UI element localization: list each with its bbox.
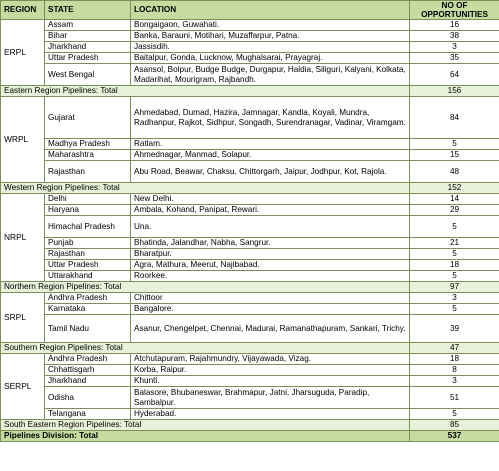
table-row [1, 387, 499, 409]
count-cell: 5 [410, 139, 499, 150]
table-row [1, 64, 499, 86]
state-cell: Gujarat [45, 97, 131, 139]
count-cell: 5 [410, 304, 499, 315]
region-total-value: 156 [410, 86, 499, 97]
table-row [1, 249, 499, 260]
location-cell: Ahmednagar, Manmad, Solapur. [131, 150, 410, 161]
location-cell: Agra, Mathura, Meerut, Najibabad. [131, 260, 410, 271]
region-total-label: Southern Region Pipelines: Total [1, 343, 410, 354]
count-cell: 38 [410, 31, 499, 42]
location-cell: Korba, Raipur. [131, 365, 410, 376]
table-row [1, 271, 499, 282]
state-cell: Bihar [45, 31, 131, 42]
table-row [1, 42, 499, 53]
location-cell: New Delhi. [131, 194, 410, 205]
region-total-row [1, 343, 499, 354]
count-cell: 21 [410, 238, 499, 249]
state-cell: Rajasthan [45, 161, 131, 183]
state-cell: Karnataka [45, 304, 131, 315]
region-total-value: 85 [410, 420, 499, 431]
state-cell: Jharkhand [45, 376, 131, 387]
count-cell: 48 [410, 161, 499, 183]
region-total-value: 97 [410, 282, 499, 293]
state-cell: Uttar Pradesh [45, 260, 131, 271]
table-header-row [1, 1, 499, 20]
region-total-label: Eastern Region Pipelines: Total [1, 86, 410, 97]
location-cell: Hyderabad. [131, 409, 410, 420]
state-cell: Uttarakhand [45, 271, 131, 282]
count-cell: 8 [410, 365, 499, 376]
region-total-label: South Eastern Region Pipelines: Total [1, 420, 410, 431]
state-cell: Andhra Pradesh [45, 354, 131, 365]
region-cell: SERPL [1, 354, 45, 420]
state-cell: West Bengal [45, 64, 131, 86]
location-cell: Ratlam. [131, 139, 410, 150]
table-row [1, 365, 499, 376]
table-row [1, 161, 499, 183]
location-cell: Asansol, Bolpur, Budge Budge, Durgapur, Haldia, Siliguri, Kalyani, Kolkata, Madarihat, Mourigram, Rajbandh. [131, 64, 410, 86]
table-row [1, 354, 499, 365]
count-cell: 35 [410, 53, 499, 64]
state-cell: Assam [45, 20, 131, 31]
table-row [1, 150, 499, 161]
count-cell: 29 [410, 205, 499, 216]
count-cell: 51 [410, 387, 499, 409]
state-cell: Odisha [45, 387, 131, 409]
table-row [1, 409, 499, 420]
header-location: LOCATION [131, 1, 410, 20]
table-row [1, 304, 499, 315]
region-total-row [1, 420, 499, 431]
grand-total-label: Pipelines Division: Total [1, 431, 410, 442]
location-cell: Atchutapuram, Rajahmundry, Vijayawada, Vizag. [131, 354, 410, 365]
grand-total-row [1, 431, 499, 442]
table-row [1, 315, 499, 343]
location-cell: Bharatpur. [131, 249, 410, 260]
grand-total-value: 537 [410, 431, 499, 442]
count-cell: 5 [410, 271, 499, 282]
count-cell: 3 [410, 42, 499, 53]
location-cell: Ambala, Kohand, Panipat, Rewari. [131, 205, 410, 216]
state-cell: Rajasthan [45, 249, 131, 260]
table-row [1, 238, 499, 249]
state-cell: Haryana [45, 205, 131, 216]
location-cell: Abu Road, Beawar, Chaksu, Chittorgarh, Jaipur, Jodhpur, Kot, Rajola. [131, 161, 410, 183]
state-cell: Chhattisgarh [45, 365, 131, 376]
count-cell: 5 [410, 409, 499, 420]
state-cell: Delhi [45, 194, 131, 205]
table-row [1, 205, 499, 216]
state-cell: Himachal Pradesh [45, 216, 131, 238]
count-cell: 18 [410, 354, 499, 365]
count-cell: 39 [410, 315, 499, 343]
state-cell: Maharashtra [45, 150, 131, 161]
region-cell: NRPL [1, 194, 45, 282]
location-cell: Ahmedabad, Dumad, Hazira, Jamnagar, Kandla, Koyali, Mundra, Radhanpur, Rajkot, Sidhpur, Songadh, Surendranagar, Vadinar, Viramgam. [131, 97, 410, 139]
location-cell: Jassisdih. [131, 42, 410, 53]
location-cell: Bhatinda, Jalandhar, Nabha, Sangrur. [131, 238, 410, 249]
count-cell: 5 [410, 249, 499, 260]
location-cell: Bangalore. [131, 304, 410, 315]
state-cell: Madhya Pradesh [45, 139, 131, 150]
location-cell: Khunti. [131, 376, 410, 387]
location-cell: Banka, Barauni, Motihari, Muzaffarpur, Patna. [131, 31, 410, 42]
region-total-row [1, 86, 499, 97]
state-cell: Telangana [45, 409, 131, 420]
header-opportunities: NO OF OPPORTUNITIES [410, 1, 499, 20]
count-cell: 5 [410, 216, 499, 238]
count-cell: 18 [410, 260, 499, 271]
location-cell: Baitalpur, Gonda, Lucknow, Mughalsarai, Prayagraj. [131, 53, 410, 64]
header-state: STATE [45, 1, 131, 20]
state-cell: Tamil Nadu [45, 315, 131, 343]
table-row [1, 97, 499, 139]
region-total-value: 47 [410, 343, 499, 354]
region-cell: WRPL [1, 97, 45, 183]
location-cell: Asanur, Chengelpet, Chennai, Madurai, Ramanathapuram, Sankari, Trichy. [131, 315, 410, 343]
region-cell: SRPL [1, 293, 45, 343]
location-cell: Bongaigaon, Guwahati. [131, 20, 410, 31]
location-cell: Balasore, Bhubaneswar, Brahmapur, Jatni, Jharsuguda, Paradip, Sambalpur. [131, 387, 410, 409]
table-row [1, 20, 499, 31]
table-row [1, 260, 499, 271]
count-cell: 3 [410, 376, 499, 387]
table-row [1, 53, 499, 64]
count-cell: 16 [410, 20, 499, 31]
count-cell: 64 [410, 64, 499, 86]
table-row [1, 31, 499, 42]
region-cell: ERPL [1, 20, 45, 86]
header-region: REGION [1, 1, 45, 20]
count-cell: 14 [410, 194, 499, 205]
count-cell: 15 [410, 150, 499, 161]
table-row [1, 293, 499, 304]
table-row [1, 194, 499, 205]
region-total-row [1, 183, 499, 194]
region-total-row [1, 282, 499, 293]
location-cell: Roorkee. [131, 271, 410, 282]
region-total-value: 152 [410, 183, 499, 194]
count-cell: 84 [410, 97, 499, 139]
table-row [1, 216, 499, 238]
region-total-label: Western Region Pipelines: Total [1, 183, 410, 194]
count-cell: 3 [410, 293, 499, 304]
region-total-label: Northern Region Pipelines: Total [1, 282, 410, 293]
table-row [1, 139, 499, 150]
table-row [1, 376, 499, 387]
state-cell: Uttar Pradesh [45, 53, 131, 64]
location-cell: Chittoor [131, 293, 410, 304]
state-cell: Punjab [45, 238, 131, 249]
state-cell: Jharkhand [45, 42, 131, 53]
state-cell: Andhra Pradesh [45, 293, 131, 304]
location-cell: Una. [131, 216, 410, 238]
